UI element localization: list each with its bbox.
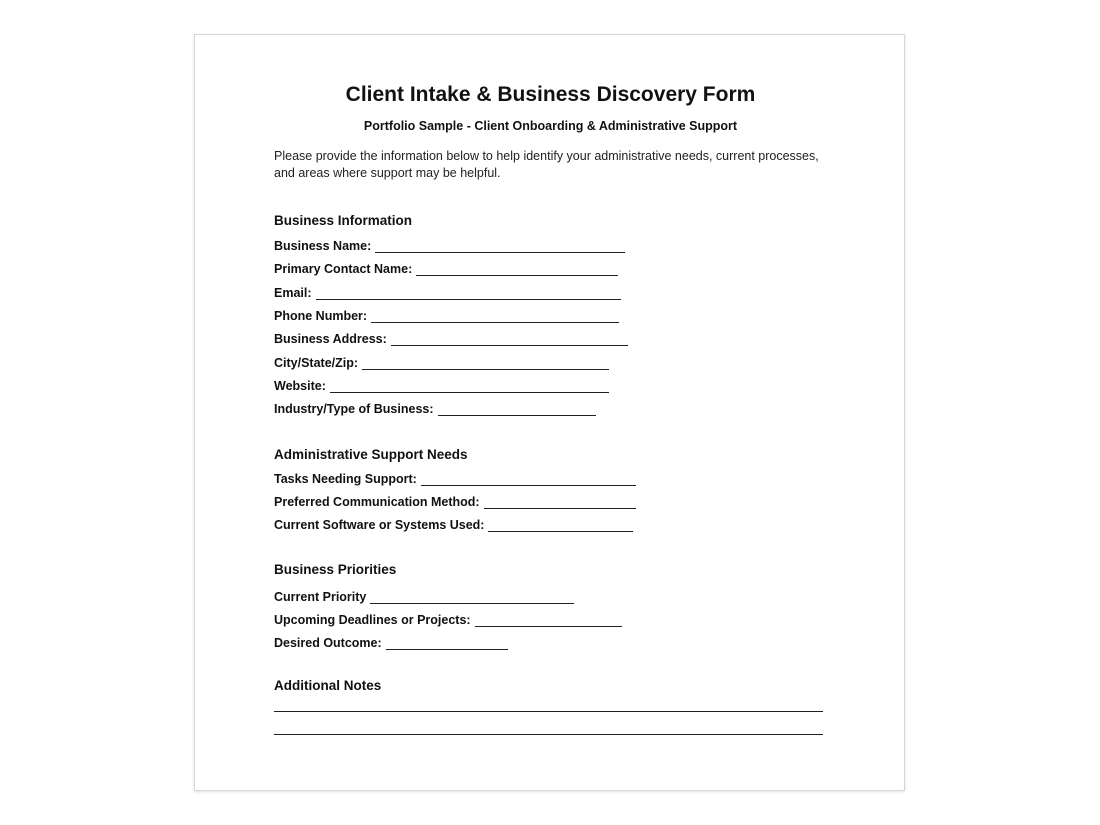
- business-address-input-line[interactable]: [391, 332, 628, 346]
- field-upcoming-deadlines: [274, 610, 622, 628]
- business-name-input-line[interactable]: [375, 239, 625, 253]
- section-heading-additional-notes: Additional Notes: [274, 678, 382, 693]
- city-state-zip-input-line[interactable]: [362, 356, 609, 370]
- field-email: [274, 283, 621, 301]
- desired-outcome-input-line[interactable]: [386, 636, 508, 650]
- field-label: Business Address:: [274, 332, 387, 346]
- tasks-needing-support-input-line[interactable]: [421, 472, 636, 486]
- field-label: Phone Number:: [274, 309, 368, 323]
- upcoming-deadlines-input-line[interactable]: [475, 613, 622, 627]
- field-label: Tasks Needing Support:: [274, 472, 417, 486]
- field-label: Business Name:: [274, 239, 372, 253]
- field-preferred-communication: [274, 492, 636, 510]
- section-heading-business-information: Business Information: [274, 213, 413, 228]
- form-intro: Please provide the information below to help identify your administrative needs, current processes, and areas where support may be helpful.: [274, 149, 819, 180]
- form-page: [194, 34, 905, 791]
- field-desired-outcome: [274, 633, 508, 651]
- additional-notes-line-1[interactable]: [274, 711, 823, 712]
- current-priority-input-line[interactable]: [370, 590, 574, 604]
- field-primary-contact-name: [274, 259, 618, 277]
- form-title: Client Intake & Business Discovery Form: [345, 83, 756, 106]
- field-current-software: [274, 515, 633, 533]
- field-city-state-zip: [274, 353, 609, 371]
- industry-input-line[interactable]: [438, 402, 596, 416]
- form-subtitle: Portfolio Sample - Client Onboarding & Administrative Support: [363, 119, 738, 133]
- field-business-address: [274, 329, 628, 347]
- field-business-name: [274, 236, 625, 254]
- section-heading-admin-support: Administrative Support Needs: [274, 447, 468, 462]
- phone-number-input-line[interactable]: [371, 309, 619, 323]
- field-industry: [274, 399, 596, 417]
- field-current-priority: [274, 587, 574, 605]
- preferred-communication-input-line[interactable]: [484, 495, 636, 509]
- field-label: Current Software or Systems Used:: [274, 518, 485, 532]
- field-phone-number: [274, 306, 619, 324]
- current-software-input-line[interactable]: [488, 518, 633, 532]
- field-label: Industry/Type of Business:: [274, 402, 434, 416]
- field-label: Primary Contact Name:: [274, 262, 413, 276]
- field-website: [274, 376, 609, 394]
- field-label: Upcoming Deadlines or Projects:: [274, 613, 471, 627]
- section-heading-business-priorities: Business Priorities: [274, 562, 397, 577]
- field-tasks-needing-support: [274, 469, 636, 487]
- field-label: Website:: [274, 379, 326, 393]
- field-label: Preferred Communication Method:: [274, 495, 480, 509]
- website-input-line[interactable]: [330, 379, 609, 393]
- email-input-line[interactable]: [316, 286, 621, 300]
- additional-notes-line-2[interactable]: [274, 734, 823, 735]
- field-label: City/State/Zip:: [274, 356, 359, 370]
- primary-contact-name-input-line[interactable]: [416, 262, 618, 276]
- field-label: Email:: [274, 286, 312, 300]
- field-label: Current Priority: [274, 590, 367, 604]
- field-label: Desired Outcome:: [274, 636, 382, 650]
